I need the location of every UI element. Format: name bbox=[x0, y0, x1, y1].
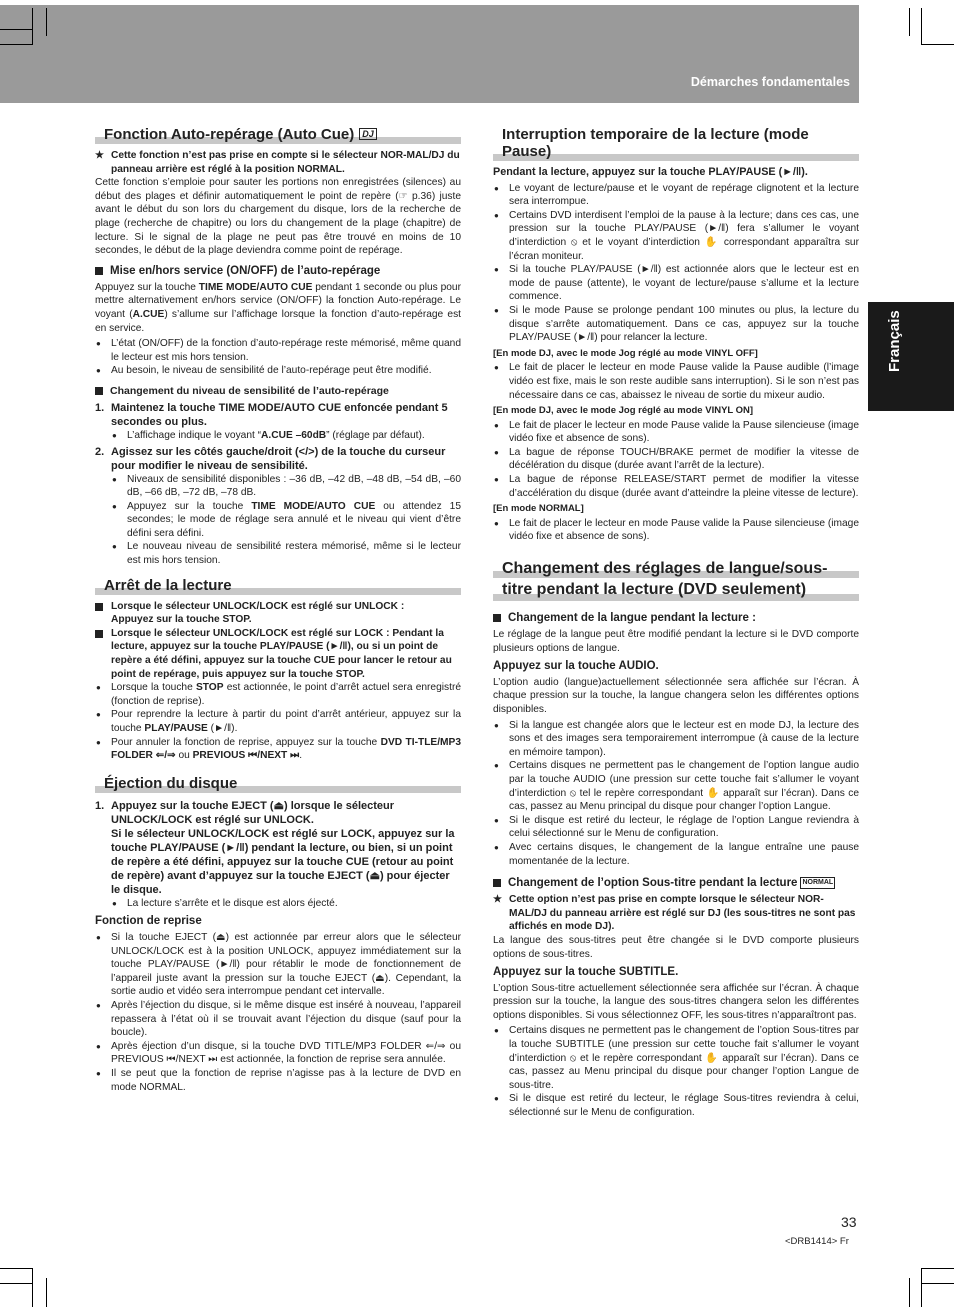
subtitle-bullets bbox=[493, 1024, 859, 1119]
audio-heading: Appuyez sur la touche AUDIO. bbox=[493, 660, 659, 673]
list-item: ● Niveaux de sensibilité disponibles : –36 dB, –42 dB, –48 dB, –54 dB, –60 dB, –66 dB, –72 dB, –78 dB. bbox=[111, 473, 461, 500]
crop-mark bbox=[909, 8, 910, 36]
square-bullet-icon bbox=[493, 614, 501, 622]
page-number: 33 bbox=[841, 1214, 857, 1230]
document-reference: <DRB1414> Fr bbox=[785, 1236, 849, 1247]
list-item: ● La bague de réponse RELEASE/START permet de modifier la vitesse d’accélération du disque (durée avant d’atteindre la pleine vitesse de lecture). bbox=[493, 473, 859, 500]
subtitle-note: ★ Cette option n’est pas prise en compte lorsque le sélecteur NOR-MAL/DJ du panneau arrière est réglé sur DJ (les sous-titres ne sont pas affichés en mode DJ). bbox=[493, 894, 856, 933]
subtitle-change-heading: Changement de l’option Sous-titre pendant la lecture NORMAL bbox=[493, 876, 859, 890]
pause-lead: Pendant la lecture, appuyez sur la touche PLAY/PAUSE (►/ǁ). bbox=[493, 166, 808, 178]
pause-heading: Interruption temporaire de la lecture (mode Pause) bbox=[493, 126, 859, 161]
step-1-bullets bbox=[95, 429, 461, 443]
crop-mark bbox=[0, 1268, 32, 1269]
left-column bbox=[95, 122, 461, 1096]
list-item: ● Certains disques ne permettent pas le changement de l’option langue audio par la touche AUDIO (une pression sur cette touche fait s’allumer le voyant d’interdiction ⦸ tel le repère correspondant ✋ apparaît sur l’écran). Dans ce cas, passez au Menu principal du disque pour changer l’option Langue. bbox=[493, 759, 859, 813]
square-bullet-icon bbox=[95, 387, 103, 395]
list-item: ● Certains disques ne permettent pas le changement de l’option Sous-titres par la touche SUBTITLE (une pression sur cette touche fait s’allumer le voyant d’interdiction ⦸ et le repère correspondant ✋ apparaît sur l’écran). Dans ce cas, passez au Menu principal du disque pour changer l’option Langue de sous-titre. bbox=[493, 1024, 859, 1092]
eject-heading: Éjection du disque bbox=[95, 775, 461, 793]
crop-mark bbox=[46, 1278, 47, 1307]
list-item: ● Si la langue est changée alors que le lecteur est en mode DJ, la lecture des sons et des images sera temporairement interrompue (à cause de la lecture en mémoire tampon). bbox=[493, 719, 859, 760]
normal-mode-icon: NORMAL bbox=[800, 877, 835, 889]
list-item: ● Il se peut que la fonction de reprise n’agisse pas à la lecture de DVD en mode NORMAL. bbox=[95, 1067, 461, 1094]
list-item: ● Pour annuler la fonction de reprise, appuyez sur la touche DVD TI-TLE/MP3 FOLDER ⇐/⇒ ou PREVIOUS ⏮/NEXT ⏭. bbox=[95, 736, 461, 763]
stop-bullets bbox=[95, 681, 461, 763]
crop-mark bbox=[921, 1268, 922, 1307]
list-item: ● Si la touche EJECT (⏏) est actionnée par erreur alors que le sélecteur UNLOCK/LOCK est à la position UNLOCK, appuyez immédiatement sur la touche PLAY/PAUSE (►/ǁ) pour rétablir le mode de fonctionnement de l’appareil juste avant la pression sur la touche EJECT (⏏). Cependant, la sortie audio et vidéo sera interrompue pendant cet intervalle. bbox=[95, 931, 461, 999]
auto-cue-note: ★ Cette fonction n’est pas prise en compte si le sélecteur NOR-MAL/DJ du panneau arrière est réglé à la position NORMAL. bbox=[95, 150, 460, 175]
list-item: ● Certains DVD interdisent l’emploi de la pause à la lecture; dans ces cas, une pression sur la touche PLAY/PAUSE (►/ǁ) fera s’allumer le voyant d’interdiction ⦸ et le voyant d’interdiction ✋ correspondant apparaîtra sur l’écran moniteur. bbox=[493, 209, 859, 263]
list-item: ● Si le mode Pause se prolonge pendant 100 minutes ou plus, la lecture du disque s’arrête automatiquement. Dans ce cas, appuyez sur la touche PLAY/PAUSE (►/ǁ) pour relancer la lecture. bbox=[493, 304, 859, 345]
stop-item-1: Lorsque le sélecteur UNLOCK/LOCK est réglé sur UNLOCK : Appuyez sur la touche STOP. bbox=[95, 600, 461, 627]
stop-item-2: Lorsque le sélecteur UNLOCK/LOCK est réglé sur LOCK : Pendant la lecture, appuyez sur la touche PLAY/PAUSE (►/ǁ), ou si un point de repère a été défini, appuyez sur la touche CUE pour lancer le retour au point de repérage, puis appuyez sur la touche STOP. bbox=[95, 627, 461, 681]
list-item: ● La lecture s’arrête et le disque est alors éjecté. bbox=[111, 897, 461, 911]
dj-vinyl-off-bullets bbox=[493, 361, 859, 402]
step-1: 1. Maintenez la touche TIME MODE/AUTO CUE enfoncée pendant 5 secondes ou plus. bbox=[95, 401, 448, 428]
crop-mark bbox=[909, 1278, 910, 1307]
eject-step-bullets bbox=[95, 897, 461, 911]
crop-mark bbox=[921, 1268, 954, 1269]
stop-heading: Arrêt de la lecture bbox=[95, 577, 461, 595]
list-item: ● Lorsque la touche STOP est actionnée, le point d’arrêt actuel sera enregistré (fonction de reprise). bbox=[95, 681, 461, 708]
language-tab bbox=[868, 302, 954, 411]
onoff-heading: Mise en/hors service (ON/OFF) de l’auto-repérage bbox=[95, 264, 461, 278]
onoff-text: Appuyez sur la touche TIME MODE/AUTO CUE pendant 1 seconde ou plus pour mettre alternativement en/hors service (ON/OFF) la fonction Auto-repérage. Le voyant (A.CUE) s’allume sur l’affichage lorsque la fonction d’auto-repérage est en service. bbox=[95, 281, 461, 334]
pause-bullets bbox=[493, 182, 859, 345]
lang-change-heading: Changement de la langue pendant la lecture : bbox=[493, 611, 859, 625]
crop-mark bbox=[921, 8, 922, 45]
list-item: ● Après l’éjection du disque, si le même disque est inséré à nouveau, l’appareil repassera à l’état où il se trouvait avant l’éjection du disque (sauf pour la boucle). bbox=[95, 999, 461, 1040]
eject-step-1: 1. Appuyez sur la touche EJECT (⏏) lorsque le sélecteur UNLOCK/LOCK est réglé sur UNLOCK. Si le sélecteur UNLOCK/LOCK est réglé sur LOCK, appuyez sur la touche PLAY/PAUSE (►/ǁ) pendant la lecture, ou bien, si un point de repère a été défini, appuyez sur la touche CUE (retour au point de repère) avant d’appuyez sur la touche EJECT (⏏) pour éjecter le disque. bbox=[95, 799, 455, 896]
auto-cue-intro: Cette fonction s’emploie pour sauter les portions non enregistrées (silences) au début des plages et définir automatiquement le point de repère (☞ p.36) juste avant le début du son lors du chargement du disque, lors de la recherche de plage (recherche de chapitre) ou lors du changement de la plage (chapitre) de lecture. Si le signal de la plage ne peut pas être trouvé en moins de 10 secondes, le début de la plage deviendra comme point de repérage. bbox=[95, 177, 461, 257]
crop-mark bbox=[32, 1268, 33, 1307]
list-item: ● Au besoin, le niveau de sensibilité de l’auto-repérage peut être modifié. bbox=[95, 364, 461, 378]
resume-bullets bbox=[95, 931, 461, 1094]
auto-cue-heading: Fonction Auto-repérage (Auto Cue) DJ bbox=[95, 126, 461, 144]
resume-heading: Fonction de reprise bbox=[95, 915, 202, 928]
step-2: 2. Agissez sur les côtés gauche/droit (</>) de la touche du curseur pour modifier le niveau de sensibilité. bbox=[95, 445, 446, 472]
list-item: ● Appuyez sur la touche TIME MODE/AUTO CUE ou attendez 15 secondes; le mode de réglage sera annulé et le niveau qui vient d’être défini sera défini. bbox=[111, 500, 461, 541]
step-2-bullets bbox=[95, 473, 461, 568]
square-bullet-icon bbox=[95, 267, 103, 275]
crop-mark bbox=[46, 8, 47, 36]
crop-mark bbox=[0, 44, 32, 45]
crop-mark bbox=[32, 8, 33, 45]
normal-mode-label: [En mode NORMAL] bbox=[493, 503, 584, 515]
list-item: ● Le nouveau niveau de sensibilité restera mémorisé, même si le lecteur est mis hors tension. bbox=[111, 540, 461, 567]
subtitle-text: L’option Sous-titre actuellement sélectionnée sera affichée sur l’écran. À chaque pression sur la touche, la langue des sous-titres changera selon les différentes options disponibles. Si vous sélectionnez OFF, les sous-titres n’apparaîtront pas. bbox=[493, 982, 859, 1021]
list-item: ● Si le disque est retiré du lecteur, le réglage de l’option Langue reviendra à celui sélectionné sur le Menu de configuration. bbox=[493, 814, 859, 841]
dj-vinyl-on-bullets bbox=[493, 419, 859, 501]
dj-vinyl-off-label: [En mode DJ, avec le mode Jog réglé au mode VINYL OFF] bbox=[493, 347, 758, 359]
list-item: ● Le fait de placer le lecteur en mode Pause valide la Pause silencieuse (image vidéo fixe et absence de sons). bbox=[493, 517, 859, 544]
normal-mode-bullets bbox=[493, 517, 859, 544]
audio-text: L’option audio (langue)actuellement sélectionnée sera affichée sur l’écran. À chaque pression sur la touche, la langue changera selon les différentes options disponibles. bbox=[493, 676, 859, 715]
list-item: ● Après éjection d’un disque, si la touche DVD TITLE/MP3 FOLDER ⇐/⇒ ou PREVIOUS ⏮/NEXT ⏭ est actionnée, la fonction de reprise sera annulée. bbox=[95, 1040, 461, 1067]
subtitle-intro: La langue des sous-titres peut être changée si le DVD comporte plusieurs options de sous-titres. bbox=[493, 934, 859, 960]
subtitle-key-heading: Appuyez sur la touche SUBTITLE. bbox=[493, 966, 679, 979]
dj-mode-icon: DJ bbox=[359, 128, 377, 140]
onoff-bullets bbox=[95, 337, 461, 378]
list-item: ● La bague de réponse TOUCH/BRAKE permet de modifier la vitesse de décélération du disque (durée avant l’arrêt de la lecture). bbox=[493, 446, 859, 473]
list-item: ● L’affichage indique le voyant “A.CUE –60dB” (réglage par défaut). bbox=[111, 429, 461, 443]
right-column bbox=[493, 122, 859, 1122]
list-item: ● Avec certains disques, le changement de la langue entraîne une pause momentanée de la lecture. bbox=[493, 841, 859, 868]
crop-mark bbox=[921, 1283, 954, 1284]
list-item: ● Si la touche PLAY/PAUSE (►/ǁ) est actionnée alors que le lecteur est en mode de pause (attente), le voyant de lecture/pause s’allume et la lecture commence. bbox=[493, 263, 859, 304]
section-title: Démarches fondamentales bbox=[690, 75, 850, 89]
dj-vinyl-on-label: [En mode DJ, avec le mode Jog réglé au mode VINYL ON] bbox=[493, 405, 754, 417]
crop-mark bbox=[0, 1283, 32, 1284]
square-bullet-icon bbox=[95, 630, 103, 638]
lang-intro: Le réglage de la langue peut être modifié pendant la lecture si le DVD comporte plusieurs options de langue. bbox=[493, 629, 859, 654]
list-item: ● Le voyant de lecture/pause et le voyant de repérage clignotent et la lecture sera interrompue. bbox=[493, 182, 859, 209]
list-item: ● Pour reprendre la lecture à partir du point d’arrêt antérieur, appuyez sur la touche PLAY/PAUSE (►/ǁ). bbox=[95, 708, 461, 735]
list-item: ● Le fait de placer le lecteur en mode Pause valide la Pause audible (l’image vidéo est fixe, mais le son reste audible sans interruption). Si le son n’est pas nécessaire dans ce cas, abaissez le niveau de sortie du mixeur audio. bbox=[493, 361, 859, 402]
list-item: ● L’état (ON/OFF) de la fonction d’auto-repérage reste mémorisé, même quand le lecteur est mis hors tension. bbox=[95, 337, 461, 364]
audio-bullets bbox=[493, 719, 859, 869]
square-bullet-icon bbox=[95, 603, 103, 611]
crop-mark bbox=[921, 44, 954, 45]
language-tab-label: Français bbox=[886, 310, 903, 372]
list-item: ● Le fait de placer le lecteur en mode Pause valide la Pause silencieuse (image vidéo fixe et absence de sons). bbox=[493, 419, 859, 446]
language-heading: Changement des réglages de langue/sous- titre pendant la lecture (DVD seulement) bbox=[493, 558, 859, 601]
crop-mark bbox=[0, 29, 32, 30]
square-bullet-icon bbox=[493, 879, 501, 887]
list-item: ● Si le disque est retiré du lecteur, le réglage Sous-titres reviendra à celui, sélectionné sur le Menu de configuration. bbox=[493, 1092, 859, 1119]
sensitivity-heading: Changement du niveau de sensibilité de l’auto-repérage bbox=[95, 384, 461, 398]
